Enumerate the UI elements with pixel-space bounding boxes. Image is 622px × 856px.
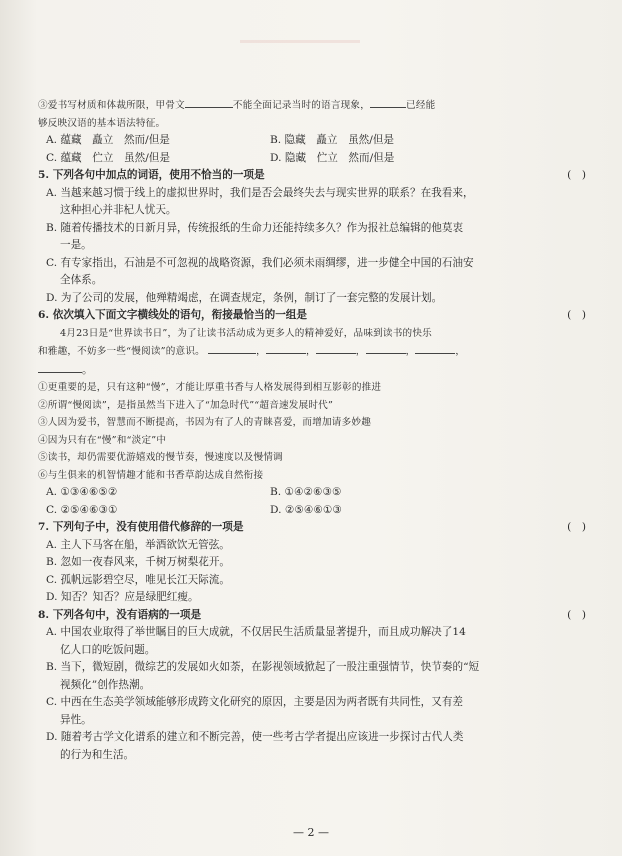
q6-passage-line3: 。 [38, 361, 586, 380]
q8-option-b-line1: B. 当下，微短剧，微综艺的发展如火如荼，在影视领域掀起了一股注重强情节，快节奏的“短 [46, 661, 480, 673]
q6-sentence-5: ⑤读书，却仍需要优游嬉戏的慢节奏，慢速度以及慢情调 [38, 452, 283, 463]
option-b: B. ①④②⑥③⑤ [270, 486, 342, 498]
page-number: — 2 — [293, 826, 329, 839]
question-6-stem: 6. 依次填入下面文字横线处的语句，衔接最恰当的一组是 ( ) [38, 307, 586, 325]
q5-option-c-line1: C. 有专家指出，石油是不可忽视的战略资源，我们必须未雨绸缪，进一步健全中国的石油安 [46, 256, 474, 269]
q8-option-d-line1: D. 随着考古学文化谱系的建立和不断完善，使一些考古学者提出应该进一步探讨古代人类 [46, 731, 464, 743]
blank [316, 342, 356, 354]
q8-option-d-line2: 的行为和生活。 [60, 748, 135, 761]
q6-sentence-1: ①更重要的是，只有这种“慢”，才能让厚重书香与人格发展得到相互影彰的推进 [38, 382, 382, 393]
q6-sentence-2: ②所谓“慢阅读”，是指虽然当下进入了“加急时代”“超音速发展时代” [38, 399, 334, 411]
q8-option-c-line2: 异性。 [60, 713, 92, 726]
answer-paren: ( ) [567, 608, 586, 621]
blank [208, 342, 256, 354]
q8-option-b-line2: 视频化”创作热潮。 [60, 678, 151, 691]
q5-option-b-line2: 一是。 [60, 239, 92, 251]
fragment-options-ab [38, 132, 586, 150]
q6-options-cd [38, 502, 586, 520]
question-5-stem: 5. 下列各句中加点的词语，使用不恰当的一项是 ( ) [38, 167, 586, 185]
q7-option-b: B. 忽如一夜春风来，千树万树梨花开。 [46, 556, 231, 568]
q5-option-d: D. 为了公司的发展，他殚精竭虑，在调查规定，条例，制订了一套完整的发展计划。 [46, 291, 443, 304]
option-d: D. ②⑤④⑥①③ [270, 503, 342, 516]
blank [366, 342, 406, 354]
q6-sentence-6: ⑥与生俱来的机智情趣才能和书香草韵达成自然衔接 [38, 469, 264, 481]
option-c: C. 蕴藏 伫立 虽然/但是 [46, 151, 170, 164]
fragment-line-2: 够反映汉语的基本语法特征。 [38, 117, 166, 129]
q6-sentence-4: ④因为只有在“慢”和“淡定”中 [38, 434, 167, 446]
q6-passage-line1: 4月23日是“世界读书日”，为了让读书活动成为更多人的精神爱好，品味到读书的快乐 [60, 327, 432, 339]
top-stain [240, 40, 360, 43]
q5-option-c-line2: 全体系。 [60, 274, 103, 286]
answer-paren: ( ) [567, 309, 586, 321]
answer-paren: ( ) [567, 521, 586, 533]
q5-option-a-line1: A. 当越来越习惯于线上的虚拟世界时，我们是否会最终失去与现实世界的联系？在我看来， [46, 186, 474, 199]
fragment-options-cd [38, 150, 586, 168]
q7-option-d: D. 知否？知否？应是绿肥红瘦。 [46, 591, 199, 603]
q7-option-c: C. 孤帆远影碧空尽，唯见长江天际流。 [46, 573, 230, 586]
option-d: D. 隐藏 伫立 然而/但是 [270, 151, 395, 164]
question-7-stem: 7. 下列句子中，没有使用借代修辞的一项是 ( ) [38, 519, 586, 537]
page-content [38, 96, 586, 764]
q6-sentence-3: ③人因为爱书，智慧而不断提高，书因为有了人的青睐喜爱，而增加请多妙趣 [38, 417, 371, 428]
question-8-stem: 8. 下列各句中，没有语病的一项是 ( ) [38, 607, 586, 625]
blank [185, 96, 233, 108]
option-b: B. 隐藏 矗立 虽然/但是 [270, 134, 395, 146]
q8-option-a-line2: 亿人口的吃饭问题。 [60, 643, 156, 656]
blank [38, 361, 82, 373]
q8-option-c-line1: C. 中西在生态美学领域能够形成跨文化研究的原因，主要是因为两者既有共同性，又有差 [46, 696, 464, 708]
q5-option-a-line2: 这种担心并非杞人忧天。 [60, 204, 177, 216]
q8-option-a-line1: A. 中国农业取得了举世瞩目的巨大成就，不仅居民生活质量显著提升，而且成功解决了14 [46, 626, 466, 638]
option-a: A. ①③④⑥⑤② [46, 486, 118, 498]
q5-option-b-line1: B. 随着传播技术的日新月异，传统报纸的生命力还能持续多久？作为报社总编辑的他莫衷 [46, 221, 464, 234]
answer-paren: ( ) [567, 169, 586, 181]
option-a: A. 蕴藏 矗立 然而/但是 [46, 134, 170, 146]
fragment-line-1: ③爱书写材质和体裁所限，甲骨文 不能全面记录当时的语言现象， 已经能 [38, 96, 586, 115]
blank [415, 342, 455, 354]
blank [370, 96, 406, 108]
q6-options-ab [38, 484, 586, 502]
q6-passage-line2: 和雅趣，不妨多一些“慢阅读”的意识。 ， ， ， ， ， [38, 342, 586, 361]
option-c: C. ②⑤④⑥③① [46, 503, 118, 516]
q7-option-a: A. 主人下马客在船，举酒欲饮无管弦。 [46, 538, 230, 551]
blank [266, 342, 306, 354]
